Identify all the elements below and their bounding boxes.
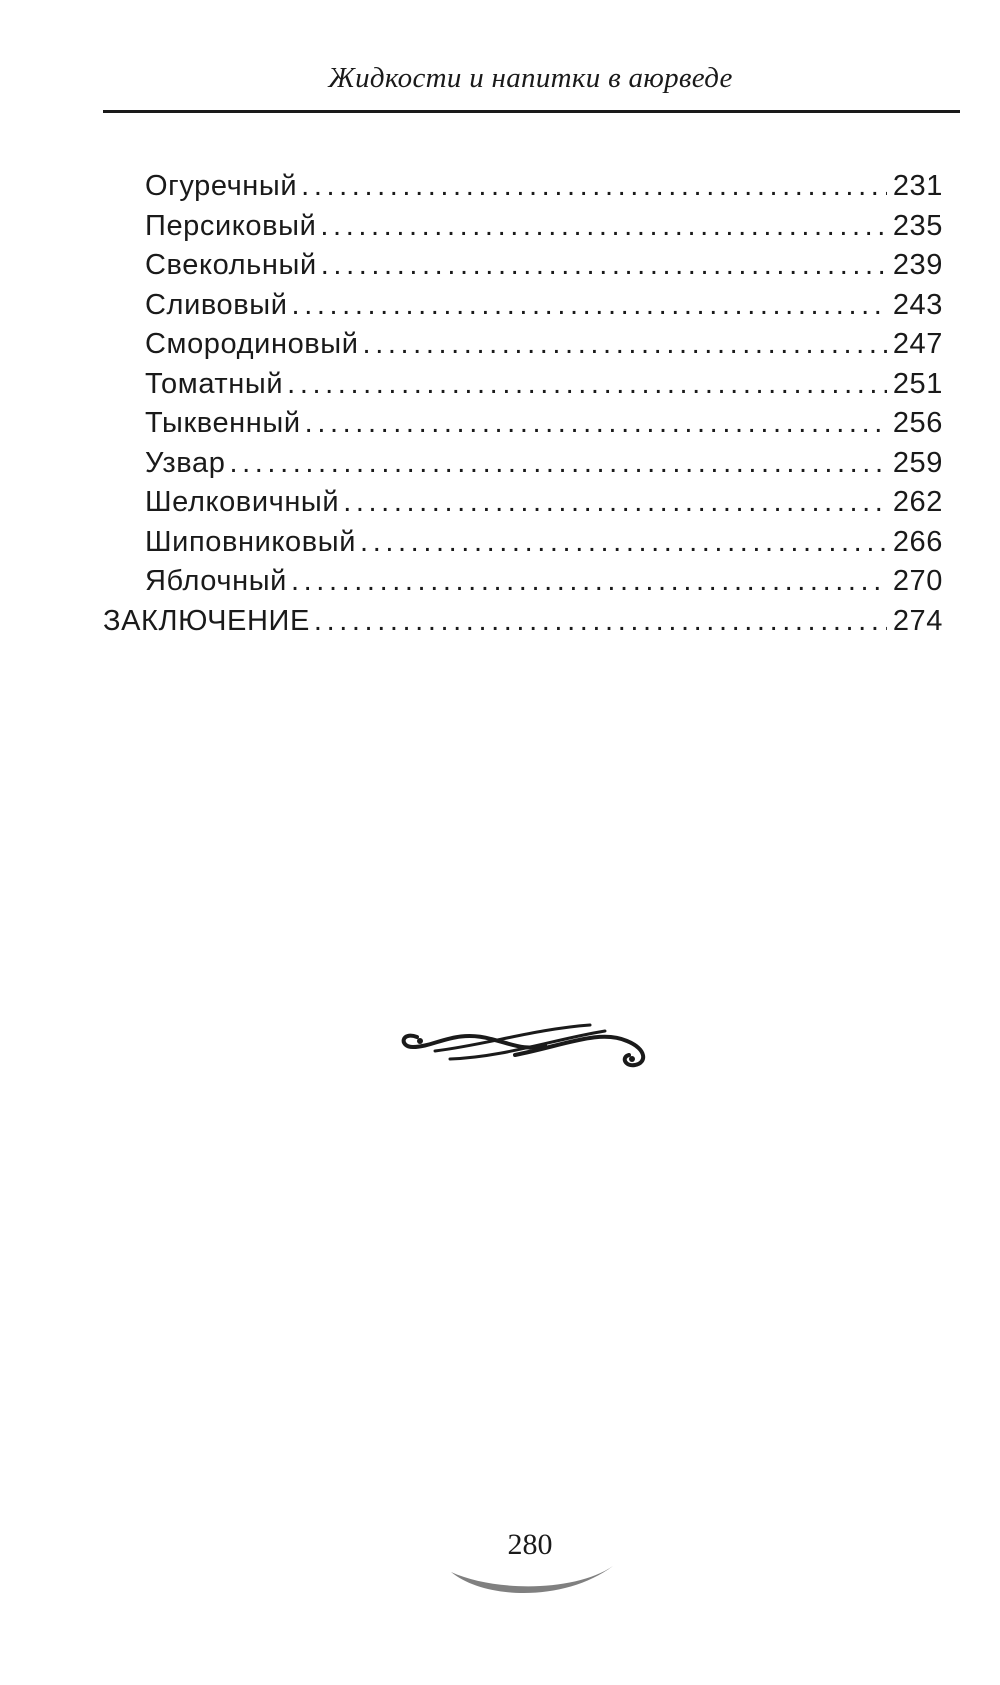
toc-entry [103,249,943,289]
toc-leader-dots [363,328,887,361]
page-swoosh-icon [445,1558,620,1608]
toc-entry-label: Шиповниковый [145,525,357,558]
header-rule [103,110,960,113]
toc-entry-page: 274 [892,604,943,637]
toc-entry [103,407,943,447]
toc-entry [103,289,943,329]
toc-leader-dots [229,447,887,480]
toc-entry [103,328,943,368]
toc-entry-page: 251 [892,367,943,400]
toc-entry [103,210,943,250]
table-of-contents [103,170,943,644]
toc-entry-page: 266 [892,525,943,558]
toc-entry-label: Томатный [145,367,284,400]
toc-entry-chapter [103,605,943,645]
toc-leader-dots [301,170,887,203]
toc-leader-dots [292,289,887,322]
toc-entry-page: 243 [892,288,943,321]
toc-entry [103,486,943,526]
toc-entry-page: 239 [892,249,943,281]
toc-leader-dots [314,605,887,638]
toc-entry-label: Шелковичный [145,486,340,518]
toc-leader-dots [343,486,887,519]
toc-entry-page: 247 [892,328,943,360]
toc-entry-page: 235 [892,209,943,242]
toc-entry [103,526,943,566]
toc-entry [103,368,943,408]
toc-entry-page: 256 [892,407,943,439]
page-number: 280 [507,1528,553,1561]
toc-entry-label: Смородиновый [145,328,359,360]
toc-entry-label: ЗАКЛЮЧЕНИЕ [103,604,310,637]
toc-entry-page: 259 [892,446,943,479]
toc-entry-page: 231 [892,170,943,202]
toc-leader-dots [360,526,887,559]
running-header: Жидкости и напитки в аюрведе [328,62,733,94]
toc-entry-page: 262 [892,486,943,518]
toc-leader-dots [291,565,887,598]
toc-entry [103,447,943,487]
flourish-divider-icon [395,1015,665,1080]
toc-leader-dots [320,210,887,243]
toc-entry-label: Тыквенный [145,407,301,439]
toc-entry-label: Персиковый [145,209,317,242]
toc-leader-dots [287,368,887,401]
toc-entry [103,565,943,605]
toc-leader-dots [321,249,887,282]
toc-entry-label: Свекольный [145,249,317,281]
toc-entry [103,170,943,210]
toc-entry-label: Узвар [145,446,226,479]
toc-leader-dots [305,407,887,440]
toc-entry-label: Яблочный [145,565,287,597]
toc-entry-page: 270 [892,565,943,597]
toc-entry-label: Огуречный [145,170,298,202]
toc-entry-label: Сливовый [145,288,288,321]
